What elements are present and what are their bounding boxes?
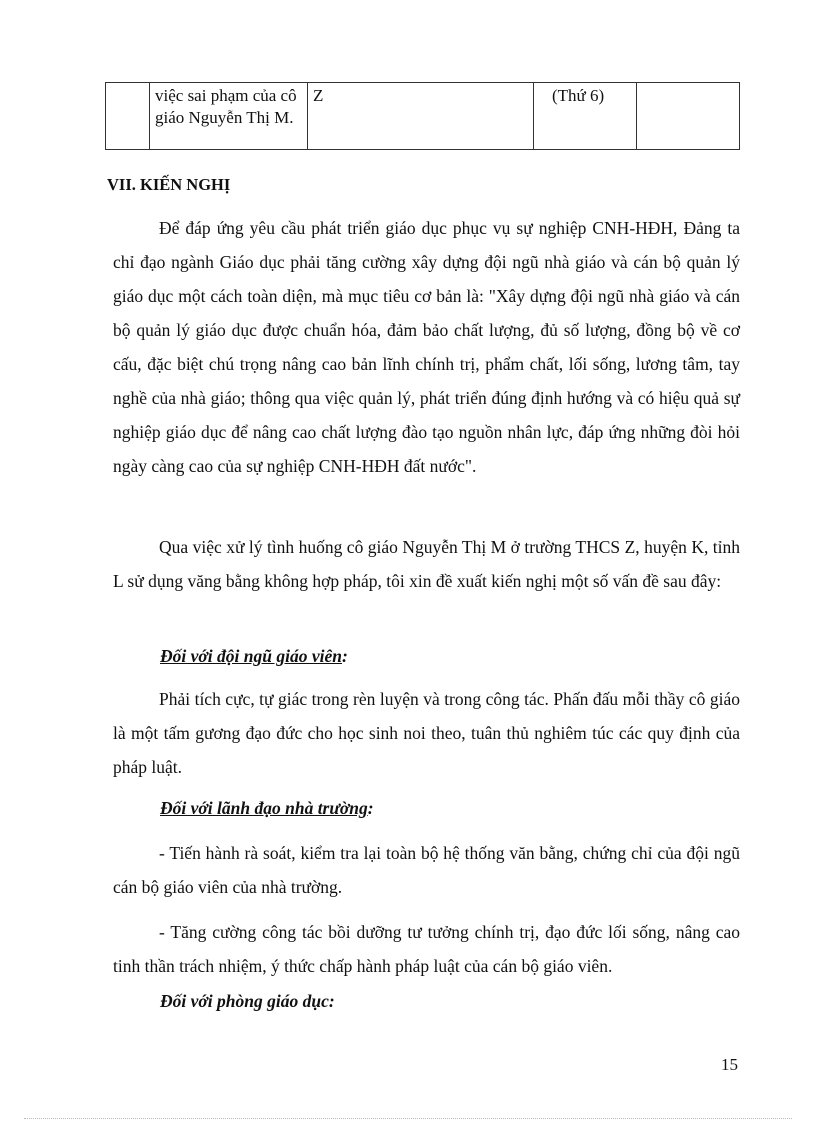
teachers-paragraph: Phải tích cực, tự giác trong rèn luyện và trong công tác. Phấn đấu mỗi thầy cô giáo là một tấm gương đạo đức cho học sinh noi theo, tuân thủ nghiêm túc các quy định của pháp luật. (113, 689, 740, 777)
table-cell-school: Z (308, 83, 534, 150)
intro-paragraph: Để đáp ứng yêu cầu phát triển giáo dục phục vụ sự nghiệp CNH-HĐH, Đảng ta chỉ đạo ngành Giáo dục phải tăng cường xây dựng đội ngũ nhà giáo và cán bộ quản lý giáo dục một cách toàn diện, mà mục tiêu cơ bản là: "Xây dựng đội ngũ nhà giáo và cán bộ quản lý giáo dục được chuẩn hóa, đảm bảo chất lượng, đủ số lượng, đồng bộ về cơ cấu, đặc biệt chú trọng nâng cao bản lĩnh chính trị, phẩm chất, lối sống, lương tâm, tay nghề của nhà giáo; thông qua việc quản lý, phát triển đúng định hướng và có hiệu quả sự nghiệp giáo dục để nâng cao chất lượng đào tạo nguồn nhân lực, đáp ứng những đòi hỏi ngày càng cao của sự nghiệp CNH-HĐH đất nước". (113, 218, 740, 476)
teachers-subheading-colon: : (341, 646, 348, 666)
leaders-subheading (160, 798, 374, 819)
proposal-paragraph: Qua việc xử lý tình huống cô giáo Nguyễn Thị M ở trường THCS Z, huyện K, tỉnh L sử dụng văng bằng không hợp pháp, tôi xin đề xuất kiến nghị một số vấn đề sau đây: (113, 537, 740, 591)
teachers-subheading (160, 646, 348, 667)
leaders-item-2: - Tăng cường công tác bồi dưỡng tư tưởng chính trị, đạo đức lối sống, nâng cao tinh thần trách nhiệm, ý thức chấp hành pháp luật của cán bộ giáo viên. (113, 922, 740, 976)
table-cell-index (106, 83, 150, 150)
table-cell-note (637, 83, 740, 150)
teachers-subheading-text: Đối với đội ngũ giáo viên (160, 646, 342, 666)
table-cell-content: việc sai phạm của cô giáo Nguyễn Thị M. (150, 83, 308, 150)
continued-table (105, 82, 740, 150)
leaders-subheading-colon: : (367, 798, 374, 818)
leaders-item-1: - Tiến hành rà soát, kiểm tra lại toàn bộ hệ thống văn bằng, chứng chỉ của đội ngũ cán bộ giáo viên của nhà trường. (113, 843, 740, 897)
table-row (106, 83, 740, 150)
page-number: 15 (721, 1055, 738, 1074)
office-subheading: Đối với phòng giáo dục: (160, 991, 335, 1011)
table-cell-day: (Thứ 6) (534, 83, 637, 150)
page-bottom-divider (24, 1118, 792, 1119)
section-heading: VII. KIẾN NGHỊ (107, 175, 231, 194)
leaders-subheading-text: Đối với lãnh đạo nhà trường (160, 798, 368, 818)
